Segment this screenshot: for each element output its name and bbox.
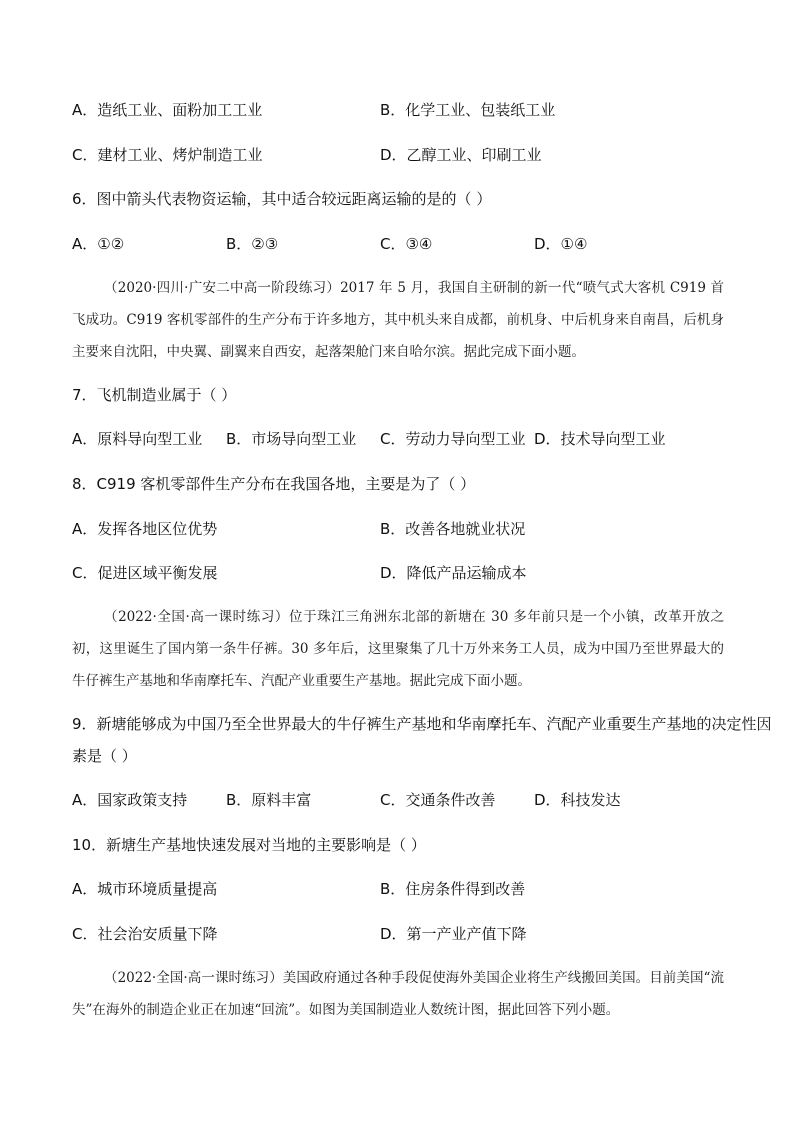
q8-option-a: A．发挥各地区位优势 [72, 520, 218, 538]
q9-option-b: B．原料丰富 [226, 791, 312, 809]
q10-option-a: A．城市环境质量提高 [72, 880, 218, 898]
q6-option-a: A．①② [72, 235, 125, 253]
question-7: 7．飞机制造业属于（ ） [72, 386, 237, 404]
option-b: B．化学工业、包装纸工业 [380, 101, 556, 119]
passage-us-manufacturing: （2022·全国·高一课时练习）美国政府通过各种手段促使海外美国企业将生产线搬回美国。目前美国“流失”在海外的制造企业正在加速“回流”。如图为美国制造业人数统计图，据此回答下列小题。 [72, 970, 724, 1018]
question-6: 6．图中箭头代表物资运输，其中适合较远距离运输的是的（ ） [72, 190, 492, 208]
q7-option-c: C．劳动力导向型工业 [380, 430, 526, 448]
passage-xintang: （2022·全国·高一课时练习）位于珠江三角洲东北部的新塘在 30 多年前只是一个小镇，改革开放之初，这里诞生了国内第一条牛仔裤。30 多年后，这里聚集了几十万外来务工人员，成为中国乃至世界最大的牛仔裤生产基地和华南摩托车、汽配产业重要生产基地。据此完成下面小题。 [72, 609, 724, 689]
q6-option-d: D．①④ [534, 235, 588, 253]
q8-option-b: B．改善各地就业状况 [380, 520, 526, 538]
option-d: D．乙醇工业、印刷工业 [380, 146, 542, 164]
question-10: 10．新塘生产基地快速发展对当地的主要影响是（ ） [72, 836, 426, 854]
q9-option-a: A．国家政策支持 [72, 791, 188, 809]
q7-option-b: B．市场导向型工业 [226, 430, 357, 448]
q10-option-b: B．住房条件得到改善 [380, 880, 526, 898]
question-9: 9．新塘能够成为中国乃至全世界最大的牛仔裤生产基地和华南摩托车、汽配产业重要生产基地的决定性因 [72, 715, 772, 733]
q10-option-c: C．社会治安质量下降 [72, 925, 218, 943]
question-9-cont: 素是（ ） [72, 747, 137, 765]
q9-option-d: D．科技发达 [534, 791, 621, 809]
option-c: C．建材工业、烤炉制造工业 [72, 146, 263, 164]
question-8: 8．C919 客机零部件生产分布在我国各地，主要是为了（ ） [72, 475, 476, 493]
q6-option-b: B．②③ [226, 235, 279, 253]
option-a: A．造纸工业、面粉加工工业 [72, 101, 263, 119]
q9-option-c: C．交通条件改善 [380, 791, 496, 809]
q7-option-a: A．原料导向型工业 [72, 430, 203, 448]
q10-option-d: D．第一产业产值下降 [380, 925, 527, 943]
q7-option-d: D．技术导向型工业 [534, 430, 666, 448]
q8-option-c: C．促进区域平衡发展 [72, 564, 218, 582]
passage-c919: （2020·四川·广安二中高一阶段练习）2017 年 5 月，我国自主研制的新一代“喷气式大客机 C919 首飞成功。C919 客机零部件的生产分布于许多地方，其中机头来自成都，前机身、中后机身来自南昌，后机身主要来自沈阳，中央翼、副翼来自西安，起落架舱门来自哈尔滨。据此完成下面小题。 [72, 280, 724, 360]
q6-option-c: C．③④ [380, 235, 433, 253]
q8-option-d: D．降低产品运输成本 [380, 564, 527, 582]
